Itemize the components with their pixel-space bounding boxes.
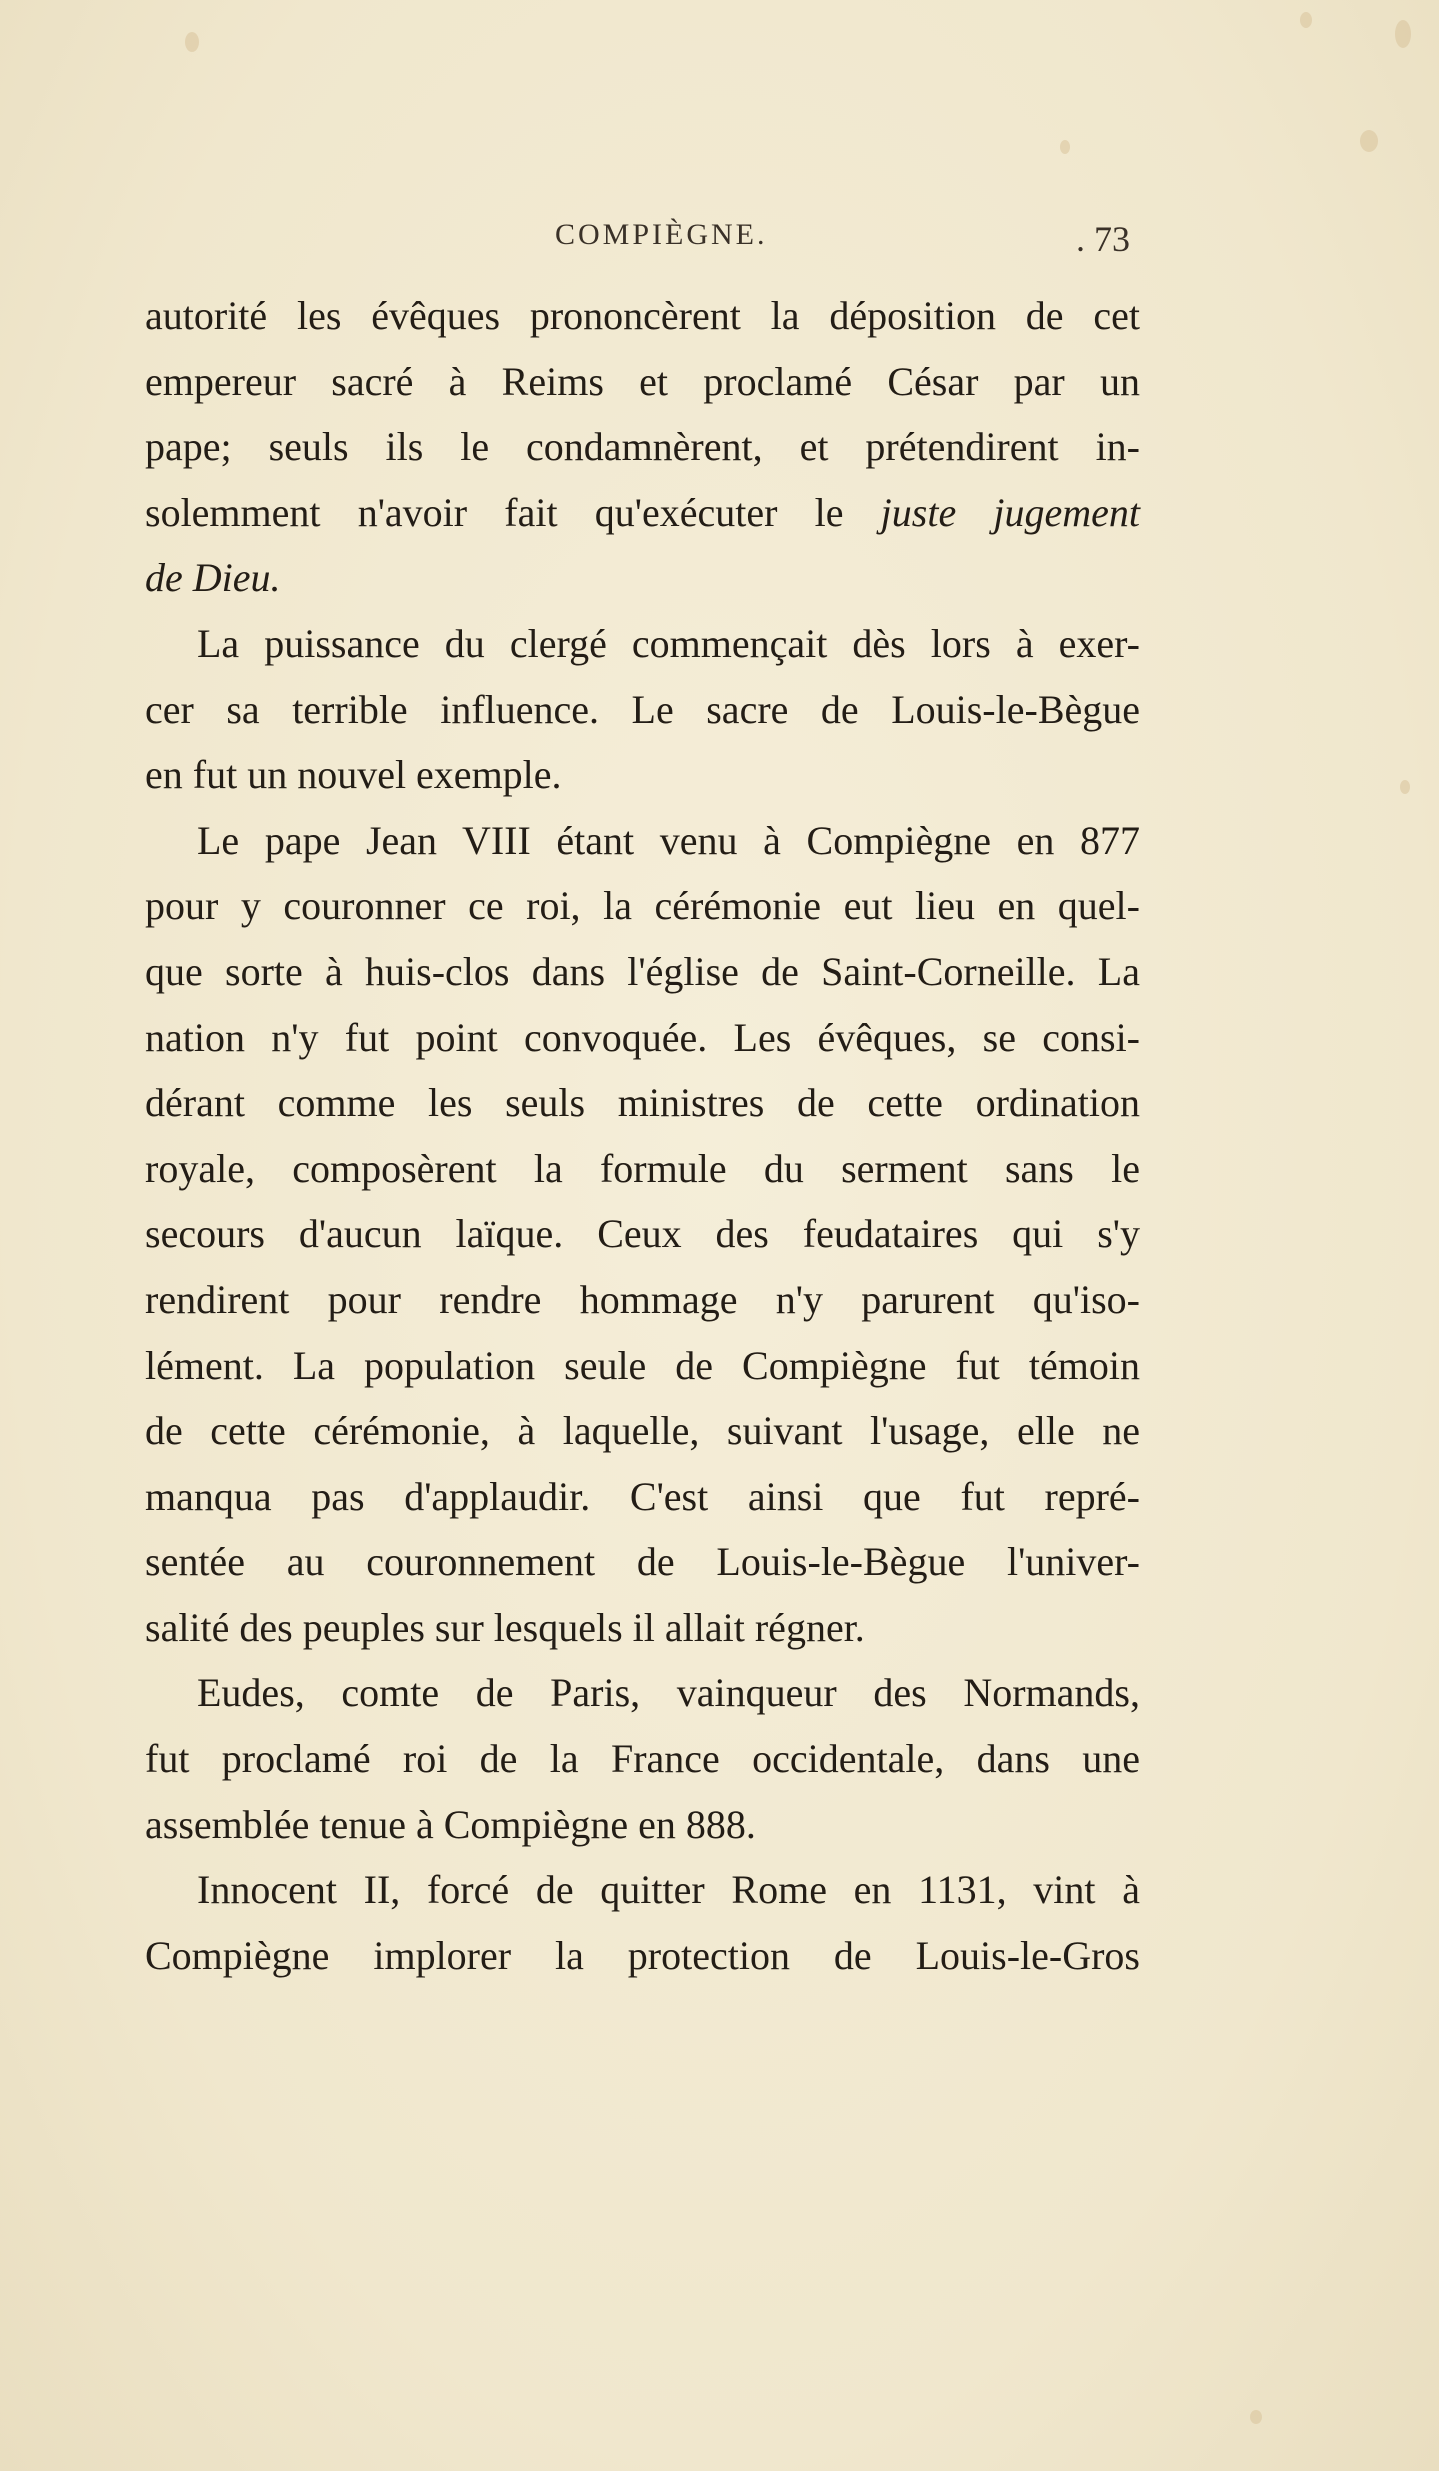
text-line — [145, 545, 1140, 611]
text-line: fut proclamé roi de la France occidentale, dans une — [145, 1736, 1140, 1782]
text-line: royale, composèrent la formule du serment sans le — [145, 1145, 1140, 1191]
text-line: assemblée tenue à Compiègne en 888. — [145, 1801, 756, 1847]
text-line: Compiègne implorer la protection de Louis-le-Gros — [145, 1932, 1140, 1978]
text-line: que sorte à huis-clos dans l'église de Saint-Corneille. La — [145, 948, 1140, 994]
text-line: lément. La population seule de Compiègne fut témoin — [145, 1342, 1140, 1388]
text-line: solemment n'avoir fait qu'exécuter le juste jugement — [145, 489, 1141, 535]
text-line: rendirent pour rendre hommage n'y parurent qu'iso- — [145, 1276, 1140, 1322]
text-line: sentée au couronnement de Louis-le-Bègue l'univer- — [145, 1539, 1140, 1585]
text-line: cer sa terrible influence. Le sacre de Louis-le-Bègue — [145, 686, 1140, 732]
foxing-spot — [185, 32, 199, 52]
text-line: pape; seuls ils le condamnèrent, et prétendirent in- — [145, 424, 1140, 470]
italic-phrase: juste jugement — [880, 489, 1141, 535]
running-head: COMPIÈGNE. — [555, 218, 768, 251]
foxing-spot — [1060, 140, 1070, 154]
text-line: nation n'y fut point convoquée. Les évêques, se consi- — [145, 1014, 1140, 1060]
foxing-spot — [1360, 130, 1378, 152]
foxing-spot — [1395, 20, 1411, 48]
body-text — [145, 283, 1140, 1988]
text-line: dérant comme les seuls ministres de cette ordination — [145, 1080, 1140, 1126]
text-line: secours d'aucun laïque. Ceux des feudataires qui s'y — [145, 1211, 1140, 1257]
foxing-spot — [1250, 2410, 1262, 2424]
text-line: autorité les évêques prononcèrent la déposition de cet — [145, 293, 1140, 338]
foxing-spot — [1300, 12, 1312, 28]
foxing-spot — [1400, 780, 1410, 794]
page-header — [140, 218, 1140, 258]
text-line: Eudes, comte de Paris, vainqueur des Normands, — [197, 1670, 1140, 1716]
text-line: Le pape Jean VIII étant venu à Compiègne en 877 — [197, 817, 1140, 863]
page-number: . 73 — [1076, 219, 1130, 259]
text-line: en fut un nouvel exemple. — [145, 752, 562, 798]
italic-phrase: de Dieu. — [145, 555, 281, 601]
text-line: La puissance du clergé commençait dès lors à exer- — [197, 620, 1140, 666]
text-line: manqua pas d'applaudir. C'est ainsi que fut repré- — [145, 1473, 1140, 1519]
text-line: Innocent II, forcé de quitter Rome en 1131, vint à — [197, 1867, 1140, 1913]
text-line: pour y couronner ce roi, la cérémonie eut lieu en quel- — [145, 883, 1140, 929]
text-line: de cette cérémonie, à laquelle, suivant l'usage, elle ne — [145, 1408, 1140, 1454]
text-line: salité des peuples sur lesquels il allait régner. — [145, 1604, 865, 1650]
text-line: empereur sacré à Reims et proclamé César par un — [145, 358, 1140, 404]
